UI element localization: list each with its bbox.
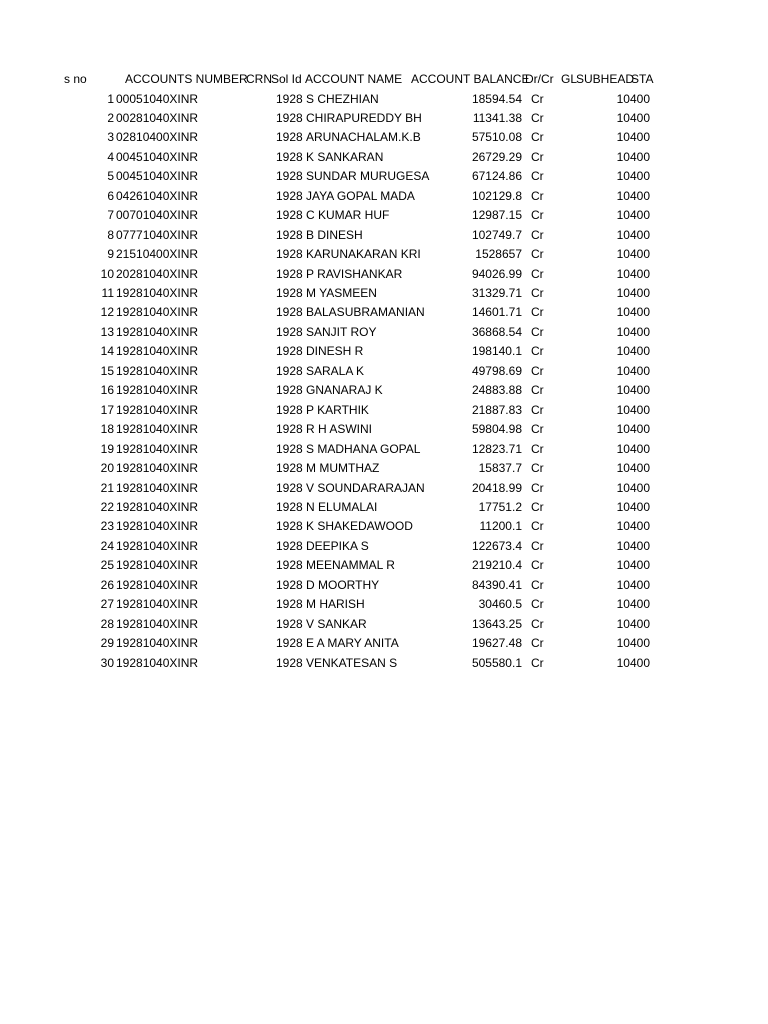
row-dr-cr: Cr xyxy=(531,558,544,573)
row-sol-id: 1928 xyxy=(276,461,303,476)
row-account-balance: 219210.4 xyxy=(471,558,522,573)
row-account-name: V SOUNDARARAJAN xyxy=(306,480,425,495)
row-sno: 9 xyxy=(107,247,114,262)
row-account-name: E A MARY ANITA xyxy=(306,636,399,651)
table-row xyxy=(0,634,768,653)
row-gl-subhead: 10400 xyxy=(616,558,650,573)
table-row xyxy=(0,654,768,673)
row-account-number: 19281040XINR xyxy=(116,480,199,495)
row-account-number: 19281040XINR xyxy=(116,499,199,514)
row-account-name: SARALA K xyxy=(306,363,365,378)
row-sol-id: 1928 xyxy=(276,305,303,320)
row-sno: 14 xyxy=(100,344,114,359)
row-gl-subhead: 10400 xyxy=(616,188,650,203)
row-dr-cr: Cr xyxy=(531,286,544,300)
row-account-number: 00051040XINR xyxy=(116,91,199,106)
table-row xyxy=(0,362,768,381)
row-gl-subhead: 10400 xyxy=(616,324,650,339)
row-account-balance: 21887.83 xyxy=(471,402,522,417)
row-account-name: JAYA GOPAL MADA xyxy=(306,188,415,203)
row-dr-cr: Cr xyxy=(531,149,544,164)
row-dr-cr: Cr xyxy=(531,655,544,670)
row-sol-id: 1928 xyxy=(276,616,303,631)
row-account-name: SUNDAR MURUGESA xyxy=(306,169,430,184)
row-sno: 24 xyxy=(100,538,114,553)
row-sno: 11 xyxy=(101,286,114,300)
row-account-name: S MADHANA GOPAL xyxy=(306,441,421,456)
table-row xyxy=(0,284,768,303)
row-dr-cr: Cr xyxy=(531,383,544,398)
row-gl-subhead: 10400 xyxy=(616,636,650,651)
row-sno: 7 xyxy=(107,208,114,223)
row-account-name: M HARISH xyxy=(306,597,365,612)
header-account-balance: ACCOUNT BALANCE xyxy=(411,72,530,86)
row-gl-subhead: 10400 xyxy=(616,208,650,223)
row-sno: 5 xyxy=(107,169,114,184)
row-account-number: 00451040XINR xyxy=(116,169,199,184)
header-account-name: ACCOUNT NAME xyxy=(305,72,403,86)
row-sno: 17 xyxy=(100,402,114,417)
row-sno: 4 xyxy=(107,149,114,164)
table-row xyxy=(0,323,768,342)
row-account-number: 19281040XINR xyxy=(116,636,199,651)
row-account-number: 19281040XINR xyxy=(116,616,199,631)
row-account-balance: 24883.88 xyxy=(471,383,522,398)
row-account-balance: 198140.1 xyxy=(471,344,522,359)
table-row xyxy=(0,90,768,109)
row-account-name: K SANKARAN xyxy=(306,149,384,164)
row-dr-cr: Cr xyxy=(531,247,544,262)
row-sol-id: 1928 xyxy=(276,188,303,203)
row-dr-cr: Cr xyxy=(531,461,544,476)
row-sno: 15 xyxy=(100,363,114,378)
row-sol-id: 1928 xyxy=(276,597,303,612)
row-account-name: SANJIT ROY xyxy=(306,324,377,339)
row-account-number: 19281040XINR xyxy=(116,461,199,476)
row-account-name: CHIRAPUREDDY BH xyxy=(306,110,422,125)
row-gl-subhead: 10400 xyxy=(616,169,650,184)
row-sno: 20 xyxy=(100,461,114,476)
row-gl-subhead: 10400 xyxy=(616,344,650,359)
table-row xyxy=(0,576,768,595)
row-account-name: K SHAKEDAWOOD xyxy=(306,519,413,534)
row-sol-id: 1928 xyxy=(276,91,303,106)
row-gl-subhead: 10400 xyxy=(616,305,650,320)
row-account-number: 00281040XINR xyxy=(116,110,199,125)
row-dr-cr: Cr xyxy=(531,344,544,359)
row-sno: 19 xyxy=(100,441,114,456)
row-sno: 6 xyxy=(107,188,114,203)
row-dr-cr: Cr xyxy=(531,188,544,203)
row-gl-subhead: 10400 xyxy=(616,110,650,125)
row-sol-id: 1928 xyxy=(276,538,303,553)
row-sno: 28 xyxy=(100,616,114,631)
row-sno: 26 xyxy=(100,577,114,592)
row-account-number: 21510400XINR xyxy=(116,247,199,262)
row-account-number: 04261040XINR xyxy=(116,188,199,203)
row-sno: 23 xyxy=(100,519,114,534)
header-sta: STA xyxy=(631,72,654,86)
table-row xyxy=(0,556,768,575)
row-dr-cr: Cr xyxy=(531,324,544,339)
table-row xyxy=(0,498,768,517)
row-account-name: DINESH R xyxy=(306,344,364,359)
row-account-name: V SANKAR xyxy=(306,616,367,631)
row-account-number: 19281040XINR xyxy=(116,441,199,456)
row-gl-subhead: 10400 xyxy=(616,247,650,262)
row-account-balance: 17751.2 xyxy=(478,499,522,514)
row-account-number: 19281040XINR xyxy=(116,324,199,339)
row-sol-id: 1928 xyxy=(276,655,303,670)
row-account-balance: 49798.69 xyxy=(471,363,522,378)
row-sol-id: 1928 xyxy=(276,169,303,184)
row-account-name: B DINESH xyxy=(306,227,363,242)
row-gl-subhead: 10400 xyxy=(616,91,650,106)
row-account-balance: 26729.29 xyxy=(471,149,522,164)
row-account-balance: 67124.86 xyxy=(471,169,522,184)
row-gl-subhead: 10400 xyxy=(616,577,650,592)
table-row xyxy=(0,187,768,206)
table-row xyxy=(0,420,768,439)
row-gl-subhead: 10400 xyxy=(616,441,650,456)
row-account-name: KARUNAKARAN KRI xyxy=(306,247,421,262)
row-sol-id: 1928 xyxy=(276,286,303,300)
row-sno: 22 xyxy=(100,499,114,514)
table-row xyxy=(0,226,768,245)
table-row xyxy=(0,265,768,284)
row-gl-subhead: 10400 xyxy=(616,480,650,495)
table-row xyxy=(0,440,768,459)
row-sno: 21 xyxy=(100,480,114,495)
row-account-balance: 11200.1 xyxy=(479,519,522,534)
row-account-balance: 1528657 xyxy=(475,247,522,262)
row-sol-id: 1928 xyxy=(276,422,303,437)
row-sol-id: 1928 xyxy=(276,208,303,223)
header-subhead: SUBHEAD xyxy=(576,72,635,86)
row-sol-id: 1928 xyxy=(276,519,303,534)
table-row xyxy=(0,206,768,225)
row-account-balance: 13643.25 xyxy=(471,616,522,631)
row-account-number: 07771040XINR xyxy=(116,227,199,242)
row-dr-cr: Cr xyxy=(531,538,544,553)
row-dr-cr: Cr xyxy=(531,519,544,534)
row-sol-id: 1928 xyxy=(276,247,303,262)
row-sol-id: 1928 xyxy=(276,402,303,417)
row-gl-subhead: 10400 xyxy=(616,616,650,631)
row-dr-cr: Cr xyxy=(531,597,544,612)
row-account-name: DEEPIKA S xyxy=(306,538,369,553)
row-sno: 27 xyxy=(100,597,114,612)
table-row xyxy=(0,128,768,147)
row-sol-id: 1928 xyxy=(276,227,303,242)
row-sno: 2 xyxy=(107,110,114,125)
row-account-name: ARUNACHALAM.K.B xyxy=(306,130,421,145)
row-dr-cr: Cr xyxy=(531,266,544,281)
row-account-balance: 57510.08 xyxy=(471,130,522,145)
row-account-name: P KARTHIK xyxy=(306,402,369,417)
row-sno: 8 xyxy=(107,227,114,242)
row-dr-cr: Cr xyxy=(531,305,544,320)
row-account-balance: 94026.99 xyxy=(471,266,522,281)
row-sno: 30 xyxy=(100,655,114,670)
row-sno: 25 xyxy=(100,558,114,573)
row-account-balance: 20418.99 xyxy=(471,480,522,495)
row-account-number: 00451040XINR xyxy=(116,149,199,164)
row-sol-id: 1928 xyxy=(276,480,303,495)
row-account-number: 20281040XINR xyxy=(116,266,199,281)
row-account-balance: 30460.5 xyxy=(478,597,522,612)
row-gl-subhead: 10400 xyxy=(616,499,650,514)
row-account-number: 19281040XINR xyxy=(116,577,199,592)
header-row xyxy=(0,70,768,89)
row-gl-subhead: 10400 xyxy=(616,149,650,164)
row-dr-cr: Cr xyxy=(531,636,544,651)
row-sno: 12 xyxy=(100,305,114,320)
row-gl-subhead: 10400 xyxy=(616,461,650,476)
row-dr-cr: Cr xyxy=(531,422,544,437)
row-sol-id: 1928 xyxy=(276,130,303,145)
table-row xyxy=(0,401,768,420)
row-account-name: M MUMTHAZ xyxy=(306,461,380,476)
row-gl-subhead: 10400 xyxy=(616,422,650,437)
row-account-balance: 15837.7 xyxy=(478,461,522,476)
row-account-balance: 11341.38 xyxy=(472,110,522,125)
row-dr-cr: Cr xyxy=(531,441,544,456)
row-sol-id: 1928 xyxy=(276,324,303,339)
header-gl: GL xyxy=(561,72,578,86)
row-sol-id: 1928 xyxy=(276,441,303,456)
row-account-balance: 505580.1 xyxy=(471,655,522,670)
row-sno: 3 xyxy=(107,130,114,145)
table-row xyxy=(0,479,768,498)
row-dr-cr: Cr xyxy=(531,363,544,378)
row-dr-cr: Cr xyxy=(531,130,544,145)
row-sno: 29 xyxy=(100,636,114,651)
row-dr-cr: Cr xyxy=(531,208,544,223)
row-account-name: VENKATESAN S xyxy=(306,655,398,670)
row-account-number: 19281040XINR xyxy=(116,519,199,534)
row-account-number: 19281040XINR xyxy=(116,363,199,378)
row-sol-id: 1928 xyxy=(276,110,303,125)
row-dr-cr: Cr xyxy=(531,227,544,242)
row-gl-subhead: 10400 xyxy=(616,227,650,242)
row-account-number: 00701040XINR xyxy=(116,208,199,223)
row-account-number: 19281040XINR xyxy=(116,655,199,670)
row-gl-subhead: 10400 xyxy=(616,538,650,553)
table-row xyxy=(0,381,768,400)
row-dr-cr: Cr xyxy=(531,169,544,184)
row-dr-cr: Cr xyxy=(531,91,544,106)
row-gl-subhead: 10400 xyxy=(616,363,650,378)
table-row xyxy=(0,303,768,322)
row-account-balance: 31329.71 xyxy=(471,286,522,300)
row-dr-cr: Cr xyxy=(531,499,544,514)
row-account-number: 19281040XINR xyxy=(116,538,199,553)
row-gl-subhead: 10400 xyxy=(616,655,650,670)
row-sol-id: 1928 xyxy=(276,636,303,651)
row-sol-id: 1928 xyxy=(276,363,303,378)
row-sno: 16 xyxy=(100,383,114,398)
row-dr-cr: Cr xyxy=(531,110,544,125)
row-gl-subhead: 10400 xyxy=(616,266,650,281)
row-account-name: BALASUBRAMANIAN xyxy=(306,305,425,320)
row-account-name: P RAVISHANKAR xyxy=(306,266,403,281)
row-account-name: M YASMEEN xyxy=(306,286,377,300)
row-account-name: D MOORTHY xyxy=(306,577,380,592)
row-account-name: MEENAMMAL R xyxy=(306,558,395,573)
header-sno: s no xyxy=(64,72,87,86)
row-gl-subhead: 10400 xyxy=(616,383,650,398)
row-account-number: 02810400XINR xyxy=(116,130,199,145)
row-dr-cr: Cr xyxy=(531,480,544,495)
row-account-balance: 36868.54 xyxy=(471,324,522,339)
row-account-balance: 12823.71 xyxy=(471,441,522,456)
table-row xyxy=(0,167,768,186)
row-account-name: GNANARAJ K xyxy=(306,383,383,398)
row-account-name: N ELUMALAI xyxy=(306,499,378,514)
row-account-number: 19281040XINR xyxy=(116,558,199,573)
header-dr-cr: Dr/Cr xyxy=(525,72,554,86)
table-row xyxy=(0,459,768,478)
table-row xyxy=(0,109,768,128)
row-sol-id: 1928 xyxy=(276,266,303,281)
row-dr-cr: Cr xyxy=(531,616,544,631)
row-account-balance: 59804.98 xyxy=(471,422,522,437)
row-sno: 10 xyxy=(100,266,114,281)
table-row xyxy=(0,342,768,361)
row-account-balance: 84390.41 xyxy=(471,577,522,592)
row-account-balance: 18594.54 xyxy=(471,91,522,106)
row-sol-id: 1928 xyxy=(276,344,303,359)
row-gl-subhead: 10400 xyxy=(616,402,650,417)
row-dr-cr: Cr xyxy=(531,577,544,592)
row-sol-id: 1928 xyxy=(276,499,303,514)
header-crn: CRN xyxy=(246,72,272,86)
row-account-balance: 122673.4 xyxy=(471,538,522,553)
row-account-number: 19281040XINR xyxy=(116,402,199,417)
row-dr-cr: Cr xyxy=(531,402,544,417)
table-row xyxy=(0,245,768,264)
table-row xyxy=(0,595,768,614)
row-account-number: 19281040XINR xyxy=(116,383,199,398)
header-account-number: ACCOUNTS NUMBER xyxy=(125,72,248,86)
row-account-balance: 102129.8 xyxy=(471,188,522,203)
row-sno: 1 xyxy=(107,91,114,106)
row-account-number: 19281040XINR xyxy=(116,597,199,612)
row-gl-subhead: 10400 xyxy=(616,597,650,612)
table-row xyxy=(0,537,768,556)
row-account-number: 19281040XINR xyxy=(116,422,199,437)
row-sol-id: 1928 xyxy=(276,149,303,164)
row-account-name: C KUMAR HUF xyxy=(306,208,390,223)
row-sno: 13 xyxy=(100,324,114,339)
row-gl-subhead: 10400 xyxy=(616,519,650,534)
row-sol-id: 1928 xyxy=(276,577,303,592)
row-sol-id: 1928 xyxy=(276,558,303,573)
row-account-balance: 19627.48 xyxy=(471,636,522,651)
row-sol-id: 1928 xyxy=(276,383,303,398)
row-account-balance: 14601.71 xyxy=(471,305,522,320)
row-gl-subhead: 10400 xyxy=(616,286,650,300)
row-account-balance: 102749.7 xyxy=(471,227,522,242)
row-account-name: R H ASWINI xyxy=(306,422,373,437)
row-gl-subhead: 10400 xyxy=(616,130,650,145)
row-account-number: 19281040XINR xyxy=(116,305,199,320)
table-row xyxy=(0,615,768,634)
row-account-number: 19281040XINR xyxy=(116,286,199,300)
header-sol-id: Sol Id xyxy=(271,72,302,86)
table-row xyxy=(0,148,768,167)
row-sno: 18 xyxy=(100,422,114,437)
row-account-name: S CHEZHIAN xyxy=(306,91,379,106)
row-account-number: 19281040XINR xyxy=(116,344,199,359)
table-row xyxy=(0,517,768,536)
row-account-balance: 12987.15 xyxy=(471,208,522,223)
